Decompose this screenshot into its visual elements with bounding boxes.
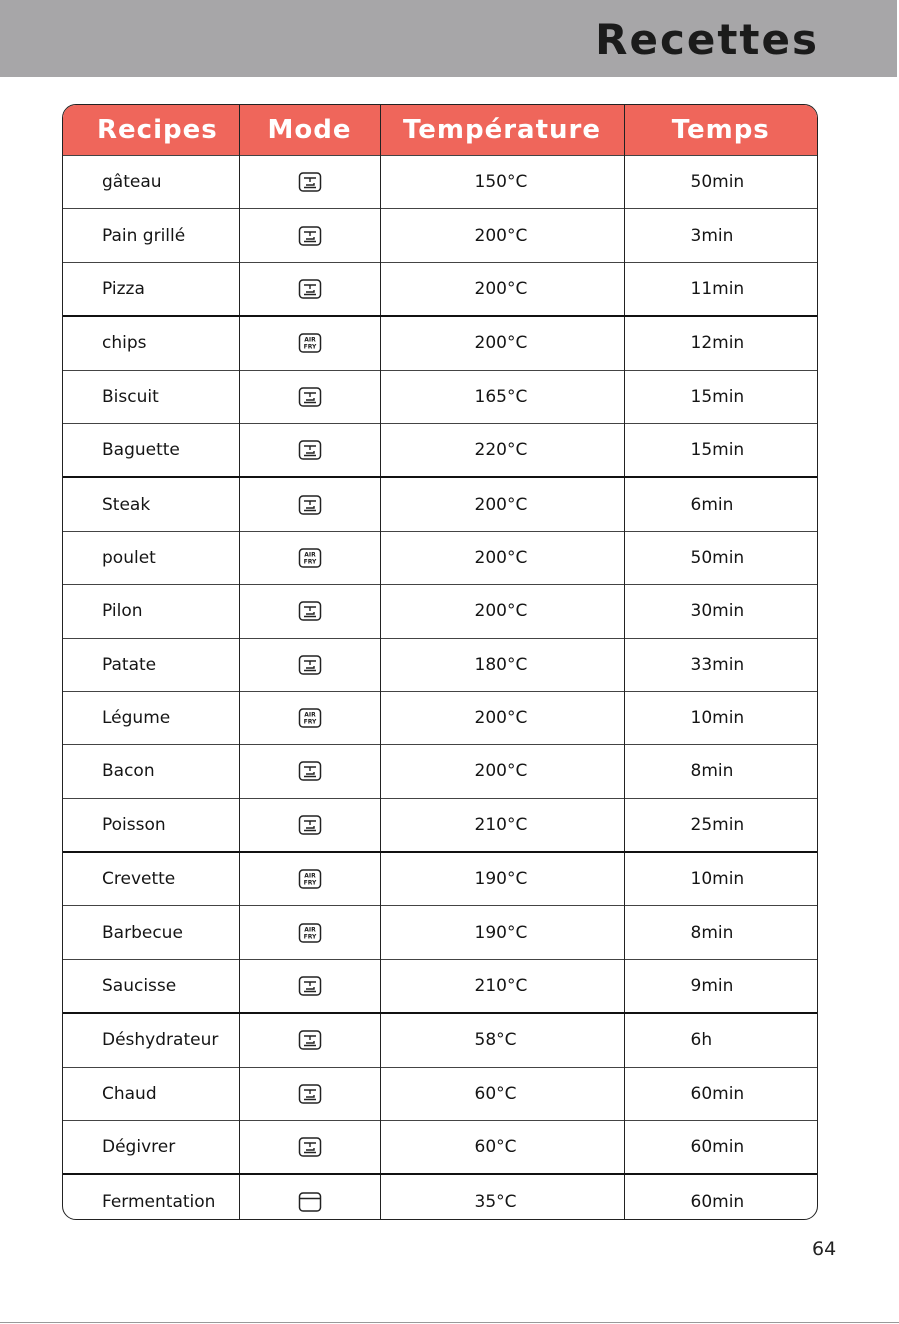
mode-cell xyxy=(239,316,380,370)
temperature-value: 200°C xyxy=(380,209,624,262)
mode-cell xyxy=(239,1174,380,1220)
time-value: 10min xyxy=(624,691,817,744)
time-value: 9min xyxy=(624,959,817,1013)
recipe-name: Chaud xyxy=(63,1067,239,1120)
mode-cell xyxy=(239,1121,380,1175)
bake-icon xyxy=(298,976,322,996)
column-header-recipes: Recipes xyxy=(63,105,239,156)
temperature-value: 220°C xyxy=(380,423,624,477)
recipe-name: Bacon xyxy=(63,745,239,798)
recipes-table xyxy=(62,104,818,1220)
time-value: 25min xyxy=(624,798,817,852)
table-row xyxy=(63,745,817,798)
table-row xyxy=(63,959,817,1013)
time-value: 8min xyxy=(624,906,817,959)
svg-text:FRY: FRY xyxy=(303,933,316,941)
time-value: 50min xyxy=(624,156,817,209)
mode-cell xyxy=(239,1067,380,1120)
recipe-name: Baguette xyxy=(63,423,239,477)
mode-cell xyxy=(239,638,380,691)
mode-cell xyxy=(239,370,380,423)
page-title: Recettes xyxy=(595,15,819,64)
mode-cell xyxy=(239,262,380,316)
bake-icon xyxy=(298,601,322,621)
bake-icon xyxy=(298,1137,322,1157)
time-value: 60min xyxy=(624,1121,817,1175)
temperature-value: 200°C xyxy=(380,262,624,316)
time-value: 12min xyxy=(624,316,817,370)
air-fry-icon xyxy=(298,548,322,568)
temperature-value: 200°C xyxy=(380,745,624,798)
recipe-name: Patate xyxy=(63,638,239,691)
temperature-value: 200°C xyxy=(380,691,624,744)
temperature-value: 200°C xyxy=(380,531,624,584)
ferment-icon xyxy=(298,1192,322,1212)
time-value: 6h xyxy=(624,1013,817,1067)
table-row xyxy=(63,798,817,852)
recipe-name: Crevette xyxy=(63,852,239,906)
table-row xyxy=(63,585,817,638)
temperature-value: 210°C xyxy=(380,959,624,1013)
table-row xyxy=(63,370,817,423)
mode-cell xyxy=(239,477,380,531)
temperature-value: 190°C xyxy=(380,852,624,906)
table-row xyxy=(63,531,817,584)
table-row xyxy=(63,262,817,316)
recipe-name: Steak xyxy=(63,477,239,531)
time-value: 50min xyxy=(624,531,817,584)
mode-cell xyxy=(239,531,380,584)
temperature-value: 180°C xyxy=(380,638,624,691)
temperature-value: 190°C xyxy=(380,906,624,959)
recipe-name: Dégivrer xyxy=(63,1121,239,1175)
recipe-name: Poisson xyxy=(63,798,239,852)
svg-text:FRY: FRY xyxy=(303,879,316,887)
mode-cell xyxy=(239,423,380,477)
svg-text:AIR: AIR xyxy=(303,711,316,719)
svg-text:AIR: AIR xyxy=(303,926,316,934)
recipe-name: Pizza xyxy=(63,262,239,316)
temperature-value: 210°C xyxy=(380,798,624,852)
bake-icon xyxy=(298,815,322,835)
recipe-name: Déshydrateur xyxy=(63,1013,239,1067)
temperature-value: 58°C xyxy=(380,1013,624,1067)
mode-cell xyxy=(239,798,380,852)
bake-icon xyxy=(298,1030,322,1050)
table-row xyxy=(63,852,817,906)
table-row xyxy=(63,423,817,477)
recipe-name: Saucisse xyxy=(63,959,239,1013)
table-row xyxy=(63,638,817,691)
temperature-value: 200°C xyxy=(380,316,624,370)
column-header-temperature: Température xyxy=(380,105,624,156)
recipe-name: Pain grillé xyxy=(63,209,239,262)
table-row xyxy=(63,1067,817,1120)
temperature-value: 60°C xyxy=(380,1067,624,1120)
table-row xyxy=(63,1121,817,1175)
time-value: 15min xyxy=(624,423,817,477)
bake-icon xyxy=(298,279,322,299)
bottom-rule xyxy=(0,1322,899,1323)
bake-icon xyxy=(298,172,322,192)
table-row xyxy=(63,156,817,209)
bake-icon xyxy=(298,226,322,246)
mode-cell xyxy=(239,745,380,798)
recipe-name: Barbecue xyxy=(63,906,239,959)
bake-icon xyxy=(298,387,322,407)
time-value: 60min xyxy=(624,1174,817,1220)
mode-cell xyxy=(239,906,380,959)
recipe-name: Légume xyxy=(63,691,239,744)
temperature-value: 200°C xyxy=(380,585,624,638)
recipe-name: chips xyxy=(63,316,239,370)
column-header-time: Temps xyxy=(624,105,817,156)
table-header-row xyxy=(63,105,817,156)
svg-text:FRY: FRY xyxy=(303,718,316,726)
air-fry-icon xyxy=(298,333,322,353)
recipe-name: poulet xyxy=(63,531,239,584)
table-row xyxy=(63,477,817,531)
mode-cell xyxy=(239,1013,380,1067)
svg-text:AIR: AIR xyxy=(303,551,316,559)
time-value: 3min xyxy=(624,209,817,262)
bake-icon xyxy=(298,440,322,460)
recipe-name: Pilon xyxy=(63,585,239,638)
bake-icon xyxy=(298,495,322,515)
temperature-value: 35°C xyxy=(380,1174,624,1220)
recipe-name: Biscuit xyxy=(63,370,239,423)
table-row xyxy=(63,906,817,959)
column-header-mode: Mode xyxy=(239,105,380,156)
time-value: 11min xyxy=(624,262,817,316)
time-value: 10min xyxy=(624,852,817,906)
bake-icon xyxy=(298,655,322,675)
table-row xyxy=(63,209,817,262)
recipe-name: gâteau xyxy=(63,156,239,209)
svg-text:FRY: FRY xyxy=(303,558,316,566)
air-fry-icon xyxy=(298,923,322,943)
temperature-value: 165°C xyxy=(380,370,624,423)
mode-cell xyxy=(239,156,380,209)
time-value: 30min xyxy=(624,585,817,638)
page-number: 64 xyxy=(812,1238,837,1260)
svg-text:AIR: AIR xyxy=(303,336,316,344)
temperature-value: 60°C xyxy=(380,1121,624,1175)
table-row xyxy=(63,316,817,370)
bake-icon xyxy=(298,761,322,781)
air-fry-icon xyxy=(298,708,322,728)
table-row xyxy=(63,691,817,744)
recipe-name: Fermentation xyxy=(63,1174,239,1220)
mode-cell xyxy=(239,209,380,262)
table-body xyxy=(63,156,817,1221)
mode-cell xyxy=(239,959,380,1013)
time-value: 60min xyxy=(624,1067,817,1120)
time-value: 8min xyxy=(624,745,817,798)
temperature-value: 150°C xyxy=(380,156,624,209)
svg-text:FRY: FRY xyxy=(303,343,316,351)
time-value: 15min xyxy=(624,370,817,423)
table-row xyxy=(63,1013,817,1067)
table-row xyxy=(63,1174,817,1220)
time-value: 33min xyxy=(624,638,817,691)
mode-cell xyxy=(239,585,380,638)
bake-icon xyxy=(298,1084,322,1104)
mode-cell xyxy=(239,691,380,744)
time-value: 6min xyxy=(624,477,817,531)
temperature-value: 200°C xyxy=(380,477,624,531)
air-fry-icon xyxy=(298,869,322,889)
mode-cell xyxy=(239,852,380,906)
svg-text:AIR: AIR xyxy=(303,872,316,880)
